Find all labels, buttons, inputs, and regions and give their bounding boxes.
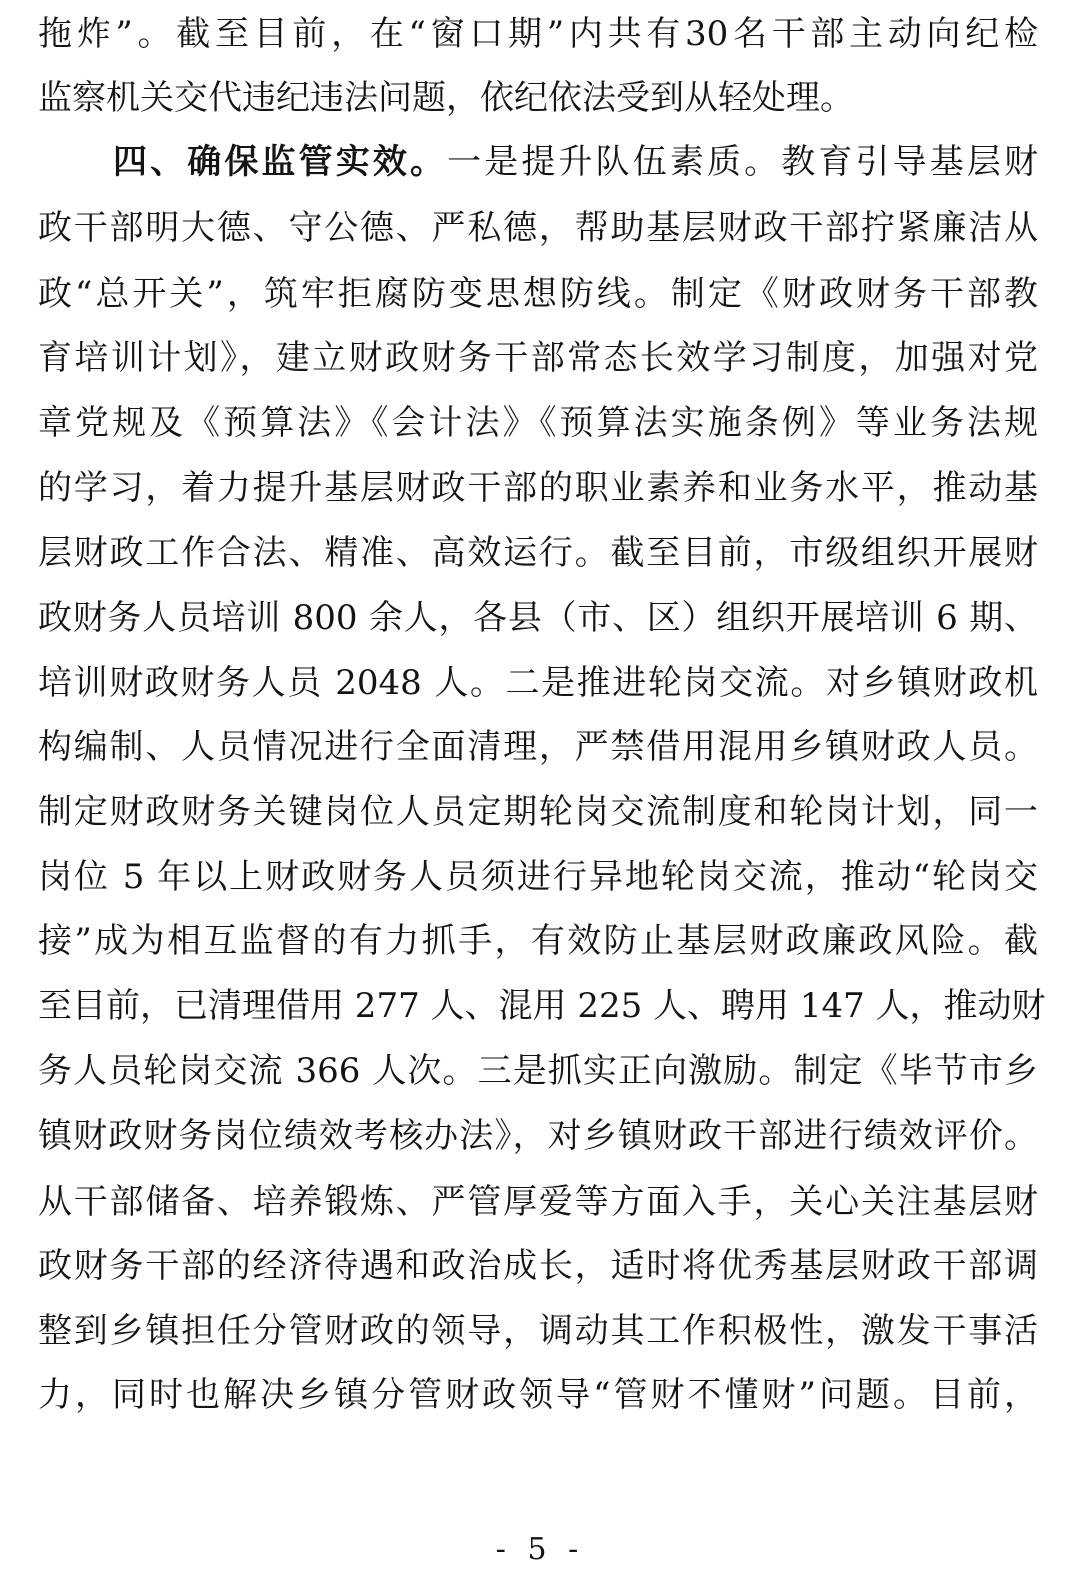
text-segment: 育培训计划》，建立财政财务干部常态长效学习制度，加强对党 [38,338,1038,378]
text-line [113,140,1038,184]
text-line [38,596,1038,640]
text-line [38,855,1038,899]
text-line [38,12,1038,56]
text-line [38,272,1038,316]
text-line [38,1049,1038,1093]
text-segment: 章党规及《预算法》《会计法》《预算法实施条例》等业务法规 [38,403,1038,443]
text-segment: 力，同时也解决乡镇分管财政领导“管财不懂财”问题。目前， [38,1375,1038,1415]
text-segment: 培训财政财务人员 2048 人。二是推进轮岗交流。对乡镇财政机 [38,663,1038,703]
text-segment: 政财务干部的经济待遇和政治成长，适时将优秀基层财政干部调 [38,1246,1038,1286]
text-segment: 政“总开关”，筑牢拒腐防变思想防线。制定《财政财务干部教 [38,274,1038,314]
text-line [38,401,1038,445]
text-line [38,790,1038,834]
text-segment: 的学习，着力提升基层财政干部的职业素养和业务水平，推动基 [38,468,1038,508]
text-line [38,661,1038,705]
text-segment: 层财政工作合法、精准、高效运行。截至目前，市级组织开展财 [38,533,1038,573]
text-segment: 岗位 5 年以上财政财务人员须进行异地轮岗交流，推动“轮岗交 [38,857,1038,897]
text-line [38,919,1038,963]
text-segment: 从干部储备、培养锻炼、严管厚爱等方面入手，关心关注基层财 [38,1182,1038,1222]
text-line [38,1373,1038,1417]
text-line [38,1180,1038,1224]
text-line [38,206,1038,250]
text-segment: 制定财政财务关键岗位人员定期轮岗交流制度和轮岗计划，同一 [38,792,1038,832]
text-line [38,1114,1038,1158]
text-line [38,725,1038,769]
text-segment: 一是提升队伍素质。教育引导基层财 [447,142,1038,182]
text-line [38,336,1038,380]
text-segment: 监察机关交代违纪违法问题，依纪依法受到从轻处理。 [38,78,854,118]
text-line [38,984,1046,1028]
text-segment: 拖炸”。截至目前，在“窗口期”内共有30名干部主动向纪检 [38,14,1038,54]
text-segment: 务人员轮岗交流 366 人次。三是抓实正向激励。制定《毕节市乡 [38,1051,1038,1091]
text-segment: 政干部明大德、守公德、严私德，帮助基层财政干部拧紧廉洁从 [38,208,1038,248]
section-heading: 四、确保监管实效。 [113,142,448,182]
text-line [38,466,1038,510]
text-segment: 构编制、人员情况进行全面清理，严禁借用混用乡镇财政人员。 [38,727,1038,767]
text-line [38,1309,1038,1353]
text-segment: 政财务人员培训 800 余人，各县（市、区）组织开展培训 6 期、 [38,598,1038,638]
page-number: - 5 - [495,1532,585,1567]
text-line [38,1244,1038,1288]
text-line [38,76,1038,120]
text-segment: 整到乡镇担任分管财政的领导，调动其工作积极性，激发干事活 [38,1311,1038,1351]
text-segment: 接”成为相互监督的有力抓手，有效防止基层财政廉政风险。截 [38,921,1038,961]
text-segment: 镇财政财务岗位绩效考核办法》，对乡镇财政干部进行绩效评价。 [38,1116,1038,1156]
text-line [38,531,1038,575]
text-segment: 至目前，已清理借用 277 人、混用 225 人、聘用 147 人，推动财 [38,986,1046,1026]
